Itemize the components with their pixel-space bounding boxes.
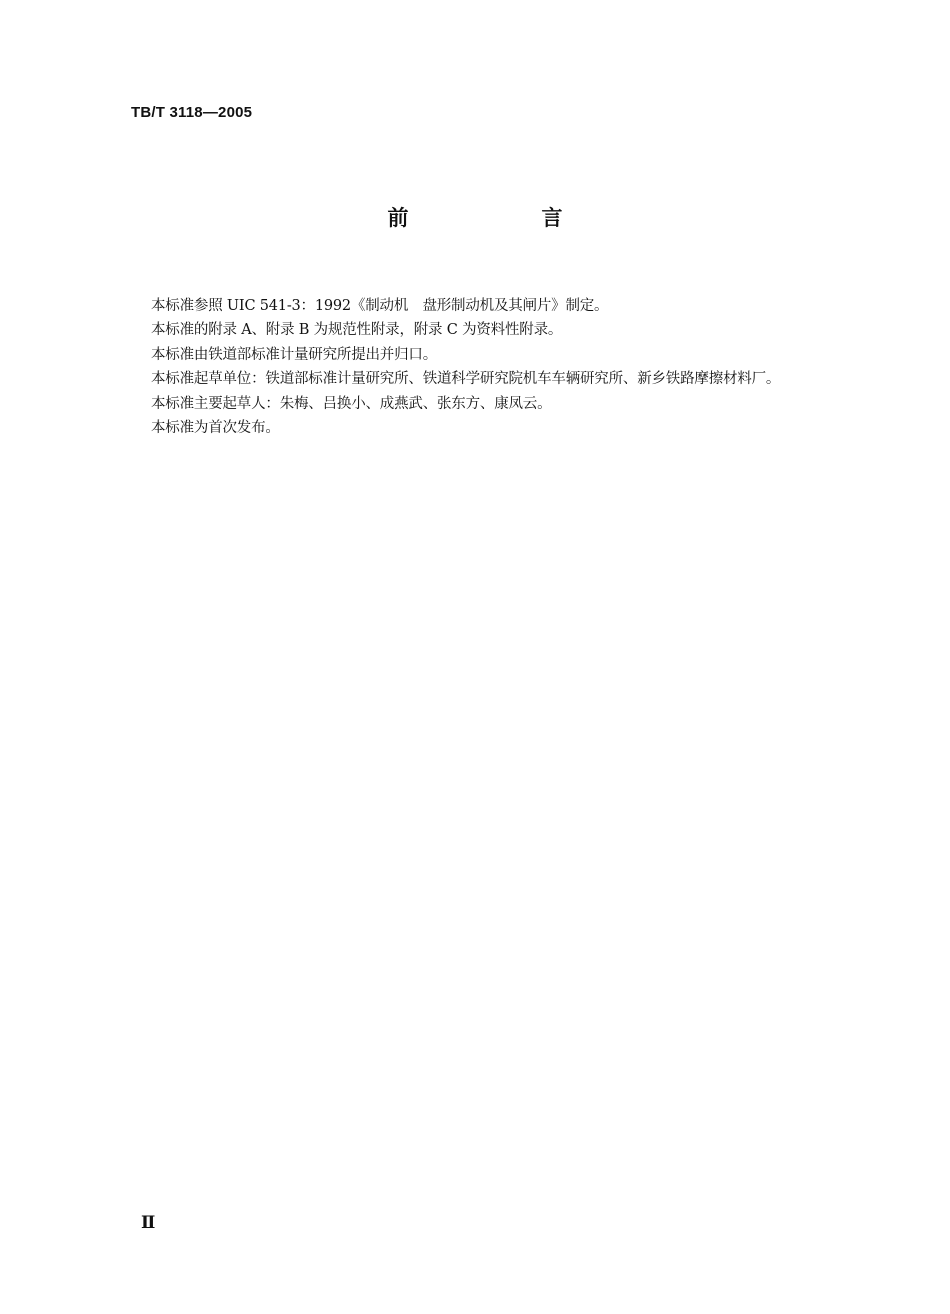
standard-code: TB/T 3118—2005 <box>131 104 253 121</box>
paragraph-first-release: 本标准为首次发布。 <box>151 419 280 436</box>
paragraph-appendices: 本标准的附录 A、附录 B 为规范性附录，附录 C 为资料性附录。 <box>151 322 563 339</box>
paragraph-reference-standard: 本标准参照 UIC 541-3：1992《制动机 盘形制动机及其闸片》制定。 <box>151 298 609 314</box>
page-title: 前 言 <box>387 206 619 230</box>
foreword-body <box>151 294 911 440</box>
paragraph-proposer: 本标准由铁道部标准计量研究所提出并归口。 <box>151 346 437 363</box>
paragraph-drafters: 本标准主要起草人：朱梅、吕换小、成燕武、张东方、康凤云。 <box>151 395 552 412</box>
paragraph-drafting-units: 本标准起草单位：铁道部标准计量研究所、铁道科学研究院机车车辆研究所、新乡铁路摩擦材料厂。 <box>151 371 781 388</box>
page-number: Ⅱ <box>141 1213 155 1233</box>
